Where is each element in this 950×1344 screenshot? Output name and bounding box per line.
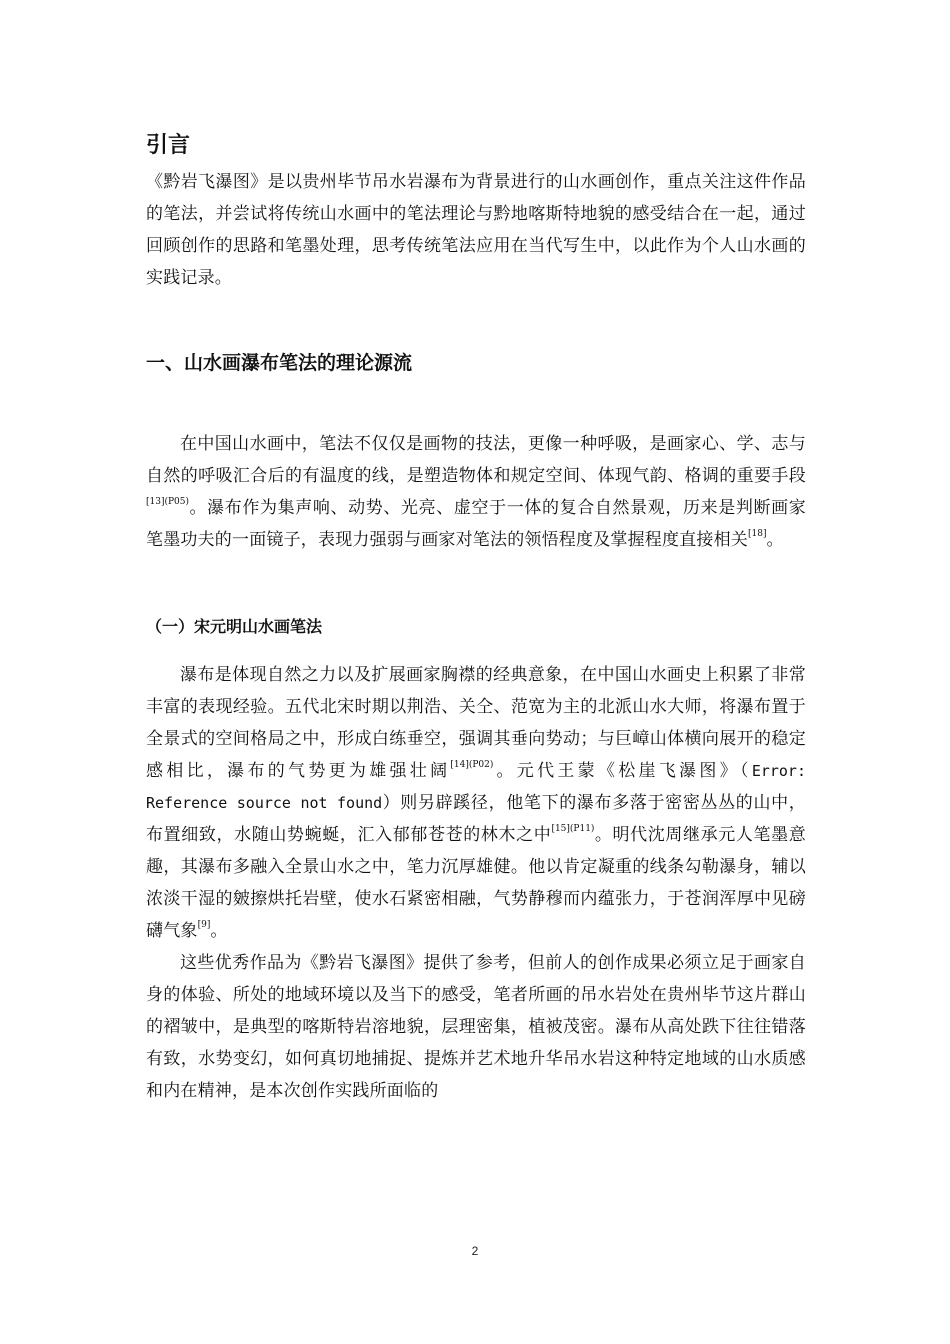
subsection-heading: （一）宋元明山水画笔法 xyxy=(146,617,323,636)
intro-heading: 引言 xyxy=(146,133,191,158)
subsection-paragraph xyxy=(146,659,806,947)
subsection-paragraph-2: 这些优秀作品为《黔岩飞瀑图》提供了参考，但前人的创作成果必须立足于画家自身的体验、所处的地域环境以及当下的感受，笔者所画的吊水岩处在贵州毕节这片群山的褶皱中，是典型的喀斯特岩溶地貌，层理密集，植被茂密。瀑布从高处跌下往往错落有致，水势变幻，如何真切地捕捉、提炼并艺术地升华吊水岩这种特定地域的山水质感和内在精神，是本次创作实践所面临的 xyxy=(146,953,806,1101)
citation: [9] xyxy=(197,920,211,930)
citation: [18] xyxy=(748,529,767,539)
intro-paragraph: 《黔岩飞瀑图》是以贵州毕节吊水岩瀑布为背景进行的山水画创作，重点关注这件作品的笔法，并尝试将传统山水画中的笔法理论与黔地喀斯特地貌的感受结合在一起，通过回顾创作的思路和笔墨处理，思考传统笔法应用在当代写生中，以此作为个人山水画的实践记录。 xyxy=(146,172,806,288)
reference-error-text: Error: Reference source not found xyxy=(146,762,806,812)
body-text: 。瀑布作为集声响、动势、光亮、虚空于一体的复合自然景观，历来是判断画家笔墨功夫的一面镜子，表现力强弱与画家对笔法的领悟程度及掌握程度直接相关 xyxy=(146,498,806,550)
body-text: 。 xyxy=(210,921,228,941)
body-text: 瀑布是体现自然之力以及扩展画家胸襟的经典意象，在中国山水画史上积累了非常丰富的表现经验。五代北宋时期以荆浩、关仝、范宽为主的北派山水大师，将瀑布置于全景式的空间格局之中，形成白练垂空，强调其垂向势动；与巨嶂山体横向展开的稳定感相比，瀑布的气势更为雄强壮阔 xyxy=(146,665,806,781)
body-text: 在中国山水画中，笔法不仅仅是画物的技法，更像一种呼吸，是画家心、学、志与自然的呼吸汇合后的有温度的线，是塑造物体和规定空间、体现气韵、格调的重要手段 xyxy=(146,434,806,486)
section-heading: 一、山水画瀑布笔法的理论源流 xyxy=(146,352,413,374)
body-text: 。明代沈周继承元人笔墨意趣，其瀑布多融入全景山水之中，笔力沉厚雄健。他以肯定凝重的线条勾勒瀑身，辅以浓淡干湿的皴擦烘托岩壁，使水石紧密相融，气势静穆而内蕴张力，于苍润浑厚中见磅礴气象 xyxy=(146,825,806,941)
citation: [15](P11) xyxy=(551,824,595,834)
page-number: 2 xyxy=(471,1244,479,1258)
body-text: 。元代王蒙《松崖飞瀑图》（ xyxy=(493,761,752,781)
section-paragraph xyxy=(146,428,806,556)
body-text: 。 xyxy=(766,530,784,550)
body-text: ）则另辟蹊径，他笔下的瀑布多落于密密丛丛的山中，布置细致，水随山势蜿蜒，汇入郁郁苍苍的林木之中 xyxy=(146,793,806,845)
citation: [13](P05) xyxy=(146,497,190,507)
citation: [14](P02) xyxy=(450,760,494,770)
